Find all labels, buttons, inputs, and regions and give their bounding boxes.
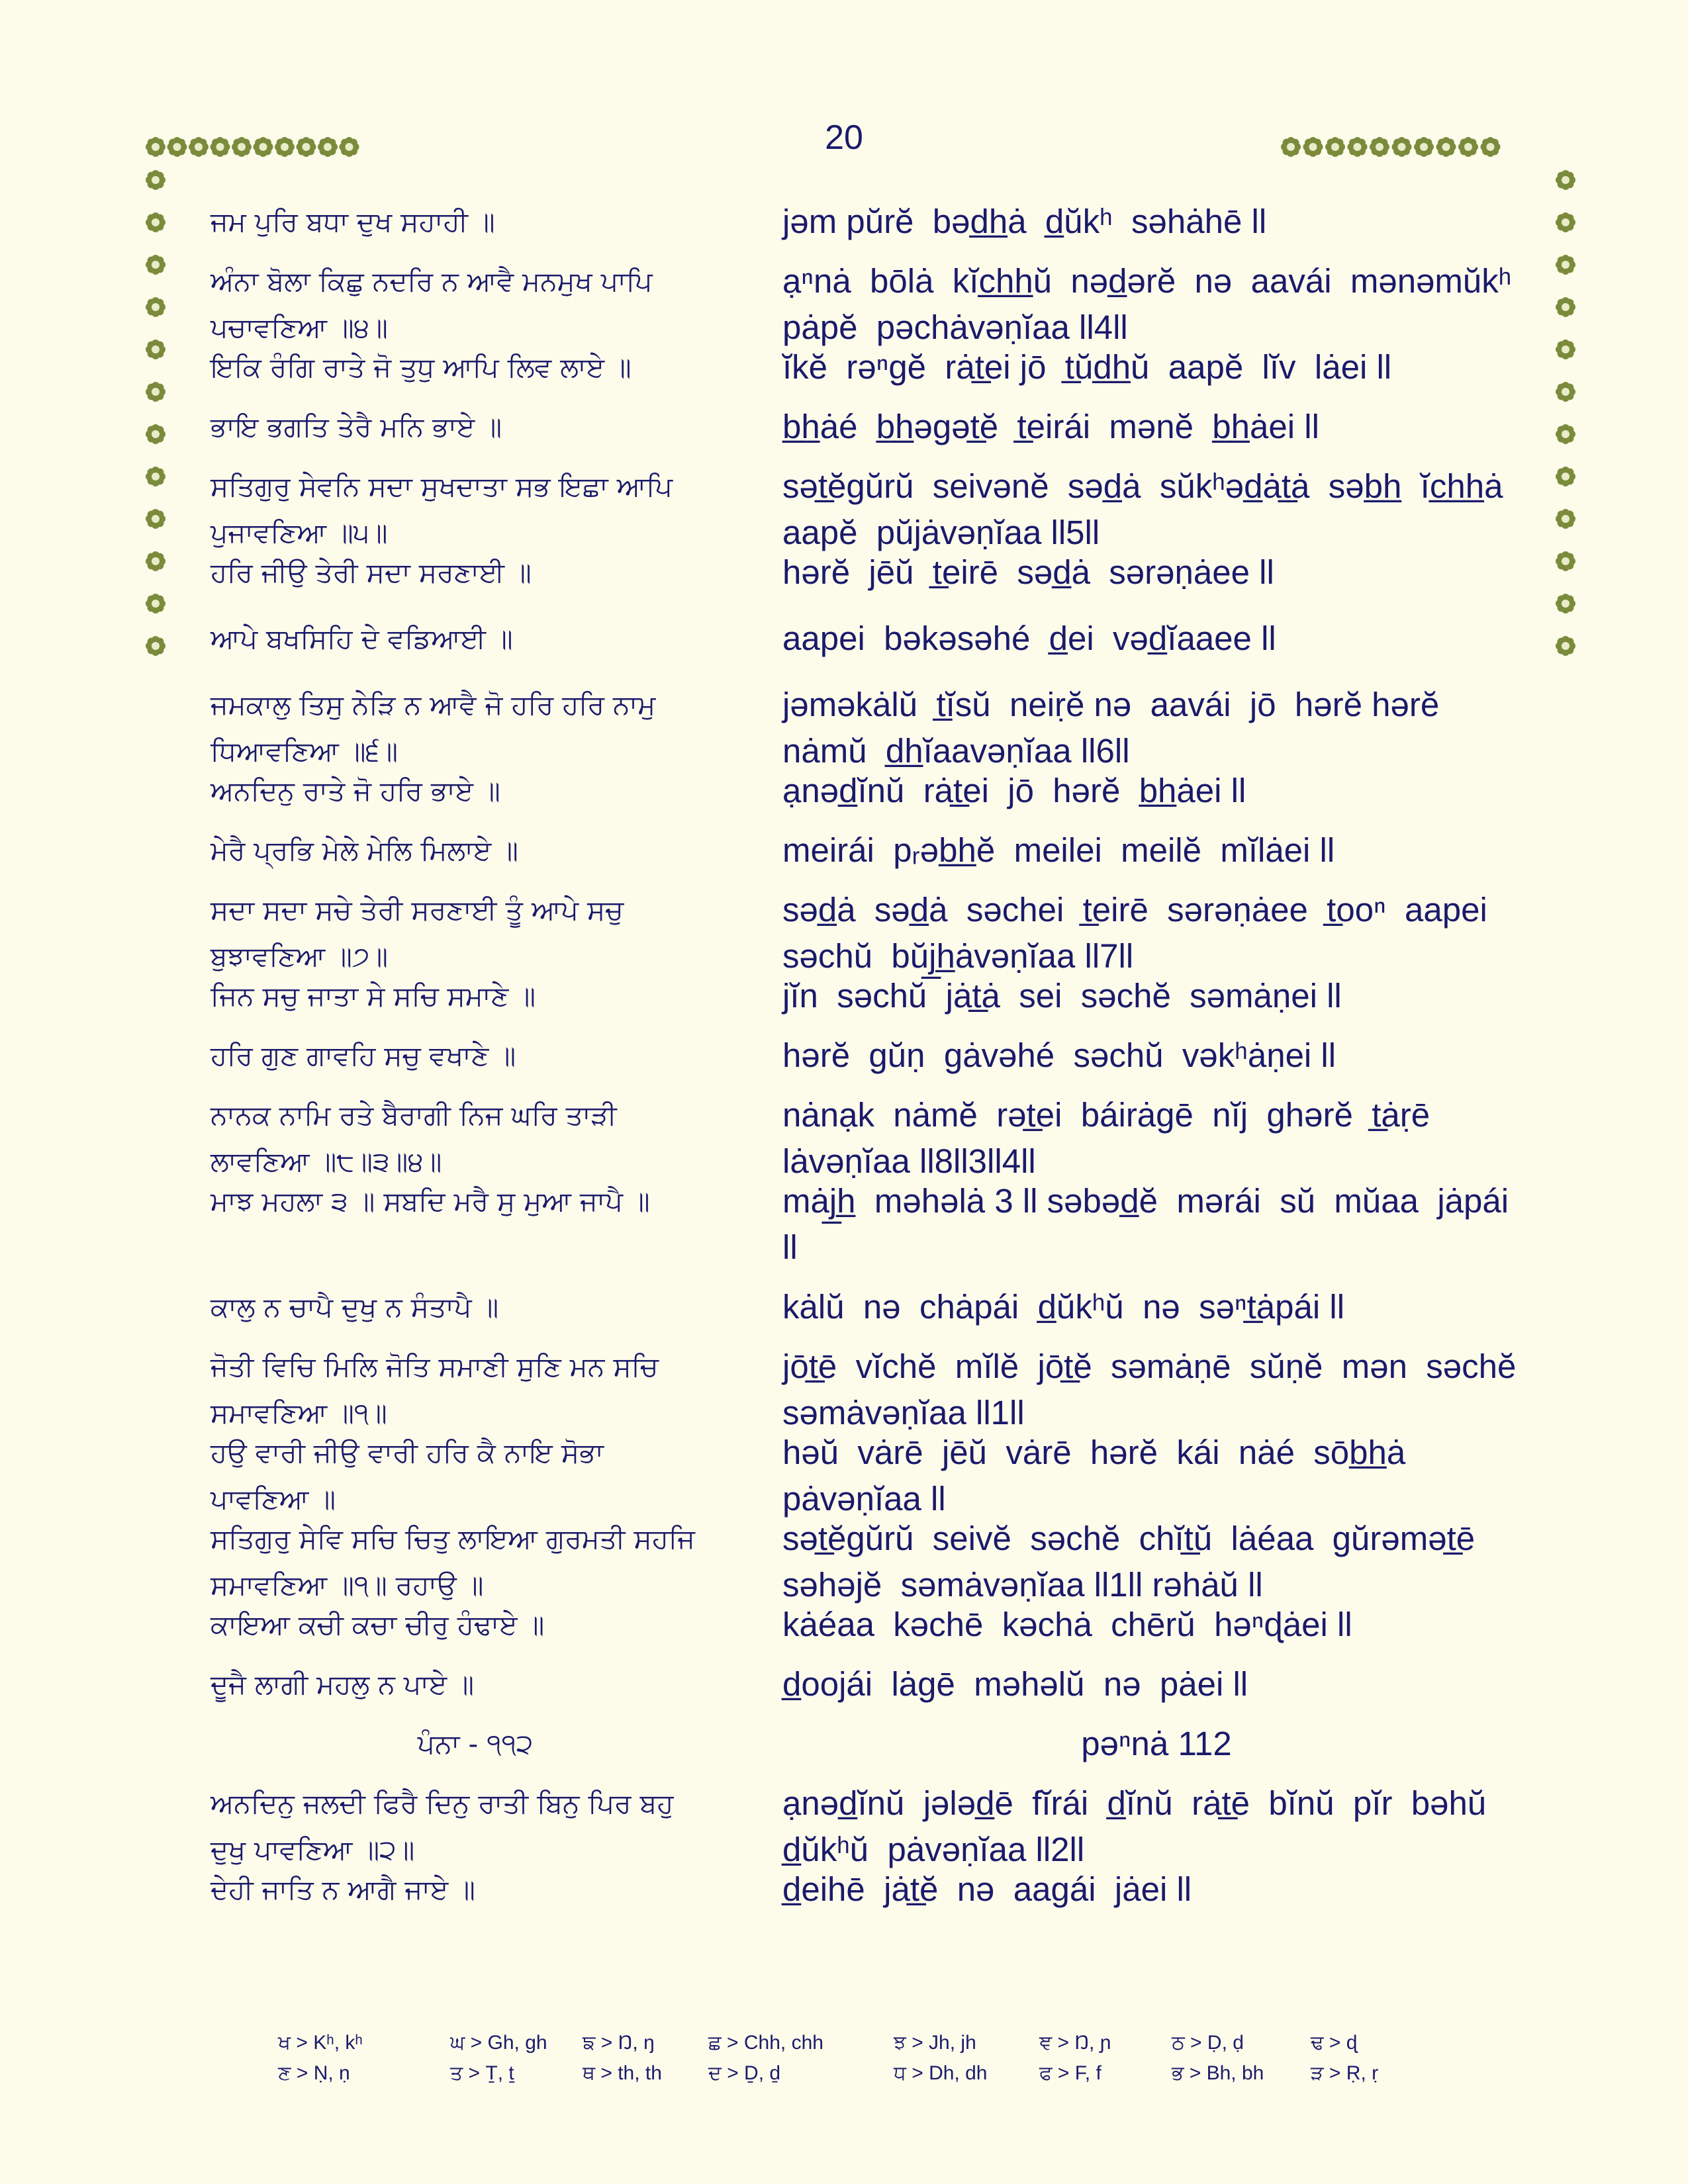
verse-transliteration: jəməkȧlŭ t̲ĭsŭ neiṛĕ nə aavái jō hərĕ hərĕ nȧmŭ d̲h̲ĭaavəṇĭaa ll6ll (782, 686, 1440, 770)
verse-transliteration: sət̲ĕgŭrŭ seivənĕ səd̲ȧ sŭkʰəd̲ȧt̲ȧ səb̲h̲ ĭc̲h̲h̲ȧ aapĕ pŭjȧvəṇĭaa ll5ll (782, 467, 1503, 551)
flower-icon (146, 509, 165, 529)
verse-transliteration: sət̲ĕgŭrŭ seivĕ səchĕ chĭt̲ŭ lȧéaa gŭrəmət̲ē səhəjĕ səmȧvəṇĭaa ll1ll rəhȧŭ ll (782, 1520, 1476, 1604)
legend-item: ਘ > Gh, gh (450, 2032, 547, 2054)
verse-gurmukhi: ਨਾਨਕ ਨਾਮਿ ਰਤੇ ਬੈਰਾਗੀ ਨਿਜ ਘਰਿ ਤਾੜੀ ਲਾਵਣਿਆ ॥੮॥੩॥੪॥ (211, 1099, 617, 1177)
verse-gurmukhi: ਦੇਹੀ ਜਾਤਿ ਨ ਆਗੈ ਜਾਏ ॥ (211, 1874, 475, 1905)
flower-icon (1556, 212, 1575, 232)
legend-item: ਙ > Ŋ, ŋ (583, 2032, 655, 2054)
verse-gurmukhi: ਜਮ ਪੁਰਿ ਬਧਾ ਦੁਖ ਸਹਾਹੀ ॥ (211, 206, 495, 238)
verse-gurmukhi: ਅਨਦਿਨੁ ਜਲਦੀ ਫਿਰੈ ਦਿਨੁ ਰਾਤੀ ਬਿਨੁ ਪਿਰ ਬਹੁ ਦੁਖੁ ਪਾਵਣਿਆ ॥੨॥ (211, 1788, 674, 1866)
verse-transliteration: mȧj̲h̲ məhəlȧ 3 ll səbəd̲ĕ mərái sŭ mŭaa jȧpái ll (782, 1182, 1509, 1266)
verse-transliteration: hərĕ jēŭ t̲eirē səd̲ȧ sərəṇȧee ll (782, 553, 1274, 591)
page-marker-transliteration: pəⁿnȧ 112 (1081, 1725, 1232, 1762)
flower-icon (146, 255, 165, 275)
flower-icon (1556, 636, 1575, 656)
flower-icon (146, 297, 165, 317)
legend-item: ਠ > Ḍ, ḍ (1172, 2032, 1244, 2054)
flower-icon (146, 424, 165, 444)
legend-item: ਥ > th, th (583, 2062, 662, 2084)
legend-item: ਢ > ɖ (1311, 2032, 1358, 2054)
verse-gurmukhi: ਕਾਲੁ ਨ ਚਾਪੈ ਦੁਖੁ ਨ ਸੰਤਾਪੈ ॥ (211, 1291, 499, 1323)
verse-gurmukhi: ਆਪੇ ਬਖਸਿਹਿ ਦੇ ਵਡਿਆਈ ॥ (211, 623, 513, 655)
verse-transliteration: d̲eihē jȧt̲ĕ nə aagái jȧei ll (782, 1870, 1192, 1908)
legend-item: ਦ > Ḏ, ḏ (708, 2062, 781, 2084)
verse-transliteration: ạnəd̲ĭnŭ jələd̲ē fĭrái d̲ĭnŭ rȧt̲ē bĭnŭ pĭr bəhŭ d̲ŭkʰŭ pȧvəṇĭaa ll2ll (782, 1784, 1487, 1868)
legend-row (278, 2062, 1470, 2093)
flower-icon (1556, 594, 1575, 614)
verse-transliteration: hərĕ gŭṇ gȧvəhé səchŭ vəkʰȧṇei ll (782, 1036, 1336, 1074)
verse-transliteration: jōt̲ē vĭchĕ mĭlĕ jōt̲ĕ səmȧṇē sŭṇĕ mən səchĕ səmȧvəṇĭaa ll1ll (782, 1347, 1517, 1432)
verse-gurmukhi: ਹਉ ਵਾਰੀ ਜੀਉ ਵਾਰੀ ਹਰਿ ਕੈ ਨਾਇ ਸੋਭਾ ਪਾਵਣਿਆ ॥ (211, 1437, 604, 1515)
flower-icon (146, 551, 165, 571)
legend-item: ਖ > Kʰ, kʰ (278, 2032, 363, 2054)
flower-icon (146, 382, 165, 402)
verse-gurmukhi: ਦੂਜੈ ਲਾਗੀ ਮਹਲੁ ਨ ਪਾਏ ॥ (211, 1668, 474, 1700)
verse-gurmukhi: ਅੰਨਾ ਬੋਲਾ ਕਿਛੁ ਨਦਰਿ ਨ ਆਵੈ ਮਨਮੁਖ ਪਾਪਿ ਪਚਾਵਣਿਆ ॥੪॥ (211, 265, 653, 343)
verse-transliteration: ạnəd̲ĭnŭ rȧt̲ei jō hərĕ b̲h̲ȧei ll (782, 772, 1246, 809)
transliteration-legend (278, 2032, 1470, 2093)
legend-row (278, 2032, 1470, 2062)
legend-item: ੜ > Ṛ, ṛ (1311, 2062, 1379, 2084)
verse-transliteration: jəm pŭrĕ bəd̲h̲ȧ d̲ŭkʰ səhȧhē ll (782, 203, 1267, 240)
verse-transliteration: nȧnạk nȧmĕ rət̲ei báirȧgē nĭj ghərĕ t̲ȧṛē lȧvəṇĭaa ll8ll3ll4ll (782, 1096, 1430, 1180)
legend-item: ਞ > Ŋ, ɲ (1039, 2032, 1111, 2054)
verse-transliteration: meirái pᵣəb̲h̲ĕ meilei meilĕ mĭlȧei ll (782, 831, 1335, 869)
verse-transliteration: səd̲ȧ səd̲ȧ səchei t̲eirē sərəṇȧee t̲ooⁿ aapei səchŭ bŭj̲h̲ȧvəṇĭaa ll7ll (782, 891, 1487, 975)
verse-gurmukhi: ਸਤਿਗੁਰੁ ਸੇਵਿ ਸਚਿ ਚਿਤੁ ਲਾਇਆ ਗੁਰਮਤੀ ਸਹਜਿ ਸਮਾਵਣਿਆ ॥੧॥ ਰਹਾਉ ॥ (211, 1523, 695, 1601)
legend-item: ਝ > Jh, jh (894, 2032, 976, 2054)
verse-transliteration: b̲h̲ȧé b̲h̲əgət̲ĕ t̲eirái mənĕ b̲h̲ȧei ll (782, 408, 1319, 445)
legend-item: ਛ > Chh, chh (708, 2032, 823, 2054)
page-marker-gurmukhi: ਪੰਨਾ - ੧੧੨ (417, 1728, 534, 1760)
verse-gurmukhi: ਭਾਇ ਭਗਤਿ ਤੇਰੈ ਮਨਿ ਭਾਏ ॥ (211, 411, 502, 443)
verse-transliteration: jĭn səchŭ jȧt̲ȧ sei səchĕ səmȧṇei ll (782, 977, 1342, 1015)
flower-icon (1556, 255, 1575, 275)
verse-gurmukhi: ਅਨਦਿਨੁ ਰਾਤੇ ਜੋ ਹਰਿ ਭਾਏ ॥ (211, 775, 500, 807)
legend-item: ਧ > Dh, dh (894, 2062, 988, 2084)
legend-item: ਫ > F, f (1039, 2062, 1102, 2084)
flower-icon (1556, 509, 1575, 529)
verse-transliteration: ĭkĕ rəⁿgĕ rȧt̲ei jō t̲ŭd̲h̲ŭ aapĕ lĭv lȧei ll (782, 348, 1392, 386)
verse-transliteration: kȧéaa kəchē kəchȧ chērŭ həⁿɖȧei ll (782, 1606, 1352, 1643)
flower-icon (146, 594, 165, 614)
verse-transliteration: həŭ vȧrē jēŭ vȧrē hərĕ kái nȧé sōb̲h̲ȧ pȧvəṇĭaa ll (782, 1433, 1406, 1518)
verse-gurmukhi: ਜੋਤੀ ਵਿਚਿ ਮਿਲਿ ਜੋਤਿ ਸਮਾਣੀ ਸੁਣਿ ਮਨ ਸਚਿ ਸਮਾਵਣਿਆ ॥੧॥ (211, 1351, 659, 1429)
flower-icon (146, 467, 165, 486)
flower-icon (146, 340, 165, 359)
legend-item: ਭ > Bh, bh (1172, 2062, 1264, 2084)
flower-icon (146, 170, 165, 190)
verse-gurmukhi: ਜਮਕਾਲੁ ਤਿਸੁ ਨੇੜਿ ਨ ਆਵੈ ਜੋ ਹਰਿ ਹਰਿ ਨਾਮੁ ਧਿਆਵਣਿਆ ॥੬॥ (211, 689, 656, 767)
legend-item: ਤ > Ṯ, ṯ (450, 2062, 514, 2084)
flower-icon (1556, 467, 1575, 486)
flower-icon (146, 636, 165, 656)
verse-transliteration: d̲oojái lȧgē məhəlŭ nə pȧei ll (782, 1665, 1248, 1703)
flower-icon (1556, 424, 1575, 444)
verse-gurmukhi: ਜਿਨ ਸਚੁ ਜਾਤਾ ਸੇ ਸਚਿ ਸਮਾਣੇ ॥ (211, 980, 536, 1012)
flower-icon (1556, 170, 1575, 190)
page-number: 20 (825, 118, 863, 157)
verse-gurmukhi: ਇਕਿ ਰੰਗਿ ਰਾਤੇ ਜੋ ਤੁਧੁ ਆਪਿ ਲਿਵ ਲਾਏ ॥ (211, 351, 632, 383)
verse-transliteration: aapei bəkəsəhé d̲ei vəd̲ĭaaee ll (782, 619, 1276, 657)
verse-gurmukhi: ਮਾਝ ਮਹਲਾ ੩ ॥ ਸਬਦਿ ਮਰੈ ਸੁ ਮੁਆ ਜਾਪੈ ॥ (211, 1185, 650, 1217)
flower-icon (1556, 551, 1575, 571)
verse-gurmukhi: ਹਰਿ ਗੁਣ ਗਾਵਹਿ ਸਚੁ ਵਖਾਣੇ ॥ (211, 1040, 516, 1071)
verse-gurmukhi: ਹਰਿ ਜੀਉ ਤੇਰੀ ਸਦਾ ਸਰਣਾਈ ॥ (211, 557, 532, 588)
verse-gurmukhi: ਕਾਇਆ ਕਚੀ ਕਚਾ ਚੀਰੁ ਹੰਢਾਏ ॥ (211, 1609, 545, 1641)
flower-icon (1556, 382, 1575, 402)
verse-transliteration: ạⁿnȧ bōlȧ kĭc̲h̲h̲ŭ nəd̲ərĕ nə aavái mənəmŭkʰ pȧpĕ pəchȧvəṇĭaa ll4ll (782, 262, 1512, 346)
verse-transliteration: kȧlŭ nə chȧpái d̲ŭkʰŭ nə səⁿt̲ȧpái ll (782, 1288, 1345, 1326)
flower-icon (1556, 297, 1575, 317)
legend-item: ਣ > Ṇ, ṇ (278, 2062, 350, 2084)
verse-gurmukhi: ਸਤਿਗੁਰੁ ਸੇਵਨਿ ਸਦਾ ਸੁਖਦਾਤਾ ਸਭ ਇਛਾ ਆਪਿ ਪੁਜਾਵਣਿਆ ॥੫॥ (211, 471, 673, 549)
flower-icon (1556, 340, 1575, 359)
verse-gurmukhi: ਸਦਾ ਸਦਾ ਸਚੇ ਤੇਰੀ ਸਰਣਾਈ ਤੂੰ ਆਪੇ ਸਚੁ ਬੁਝਾਵਣਿਆ ॥੭॥ (211, 894, 624, 972)
flower-icon (146, 212, 165, 232)
verse-gurmukhi: ਮੇਰੈ ਪ੍ਰਭਿ ਮੇਲੇ ਮੇਲਿ ਮਿਲਾਏ ॥ (211, 835, 518, 866)
